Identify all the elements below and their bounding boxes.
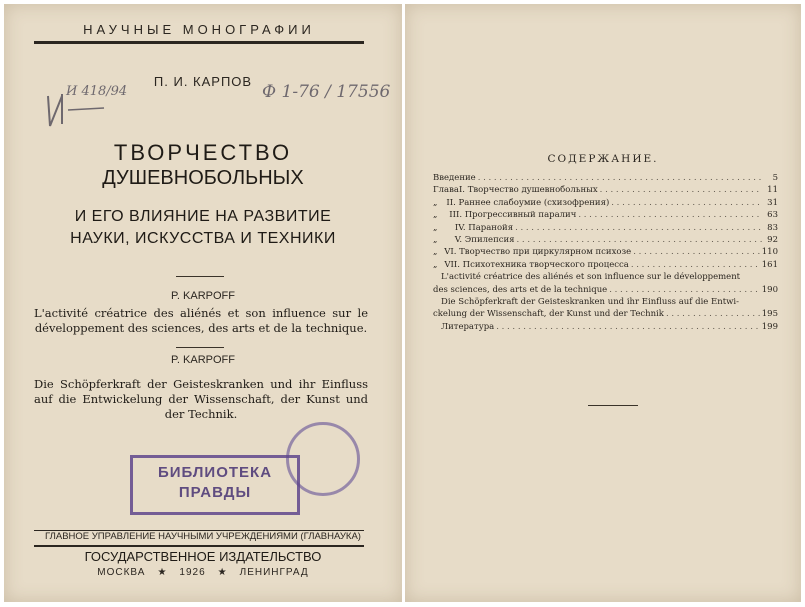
imprint (4, 567, 402, 578)
french-title: L'activité créatrice des aliénés et son influence sur le développement des sciences, des arts et de la technique. (34, 306, 368, 335)
leader-dots (517, 234, 762, 246)
book-subtitle-line2: НАУКИ, ИСКУССТВА И ТЕХНИКИ (70, 230, 336, 247)
toc-entry (433, 259, 778, 271)
german-author: P. KARPOFF (171, 354, 235, 366)
toc-entry-page: 31 (767, 197, 778, 208)
handwritten-inventory-number: Ф 1-76 / 17556 (262, 82, 391, 102)
toc-entry-prefix: „ (433, 247, 438, 258)
toc-literature: Литература . . . 199 (433, 321, 778, 333)
toc-entry (433, 209, 778, 221)
leader-dots (631, 259, 760, 271)
star-icon: ★ (217, 567, 228, 578)
imprint-city2: ЛЕНИНГРАД (239, 567, 309, 578)
library-stamp-line1: БИБЛИОТЕКА (157, 464, 273, 481)
series-rule (34, 41, 364, 44)
star-icon: ★ (157, 567, 168, 578)
leader-dots (578, 209, 762, 221)
toc-entry-page: 110 (761, 247, 778, 258)
handwritten-call-number-text: И 418/94 (66, 84, 128, 99)
toc-entry-prefix: „ (433, 210, 438, 221)
toc-entry-prefix: „ (433, 197, 438, 208)
toc-entry (433, 234, 778, 246)
toc-entry-page: 5 (772, 173, 778, 183)
toc-entry-label: V. Эпилепсия (454, 235, 515, 246)
toc-entry-page: 161 (761, 259, 778, 270)
toc-entry-page: 11 (767, 185, 778, 196)
toc-german-line1: Die Schöpferkraft der Geisteskranken und ihr Einfluss auf die Entwi- (441, 297, 739, 308)
toc-entry-label: IV. Паранойя (454, 222, 514, 233)
series-title: НАУЧНЫЕ МОНОГРАФИИ (83, 22, 315, 37)
toc-entry-page: 92 (767, 235, 778, 246)
title-page (4, 4, 402, 602)
toc-entry-label: II. Раннее слабоумие (схизофрения) (446, 197, 610, 208)
french-author: P. KARPOFF (171, 290, 235, 302)
book-title-line1: ТВОРЧЕСТВО (113, 140, 293, 165)
contents-list (433, 172, 778, 333)
toc-entry-prefix: „ (433, 222, 438, 233)
toc-entry (433, 172, 778, 184)
toc-entry-page: 83 (767, 222, 778, 233)
book-title-line2: ДУШЕВНОБОЛЬНЫХ (102, 167, 304, 189)
toc-entry-label: VII. Психотехника творческого процесса (444, 259, 629, 270)
organization: ГЛАВНОЕ УПРАВЛЕНИЕ НАУЧНЫМИ УЧРЕЖДЕНИЯМИ (ГЛАВНАУКА) (45, 531, 361, 542)
leader-dots (600, 184, 762, 196)
toc-german-line2: ckelung der Wissenschaft, der Kunst und der Technik . . . 195 (433, 308, 778, 320)
leader-dots (478, 172, 762, 184)
toc-entry-label: Введение (433, 173, 476, 183)
toc-entry-label: III. Прогрессивный паралич (449, 210, 577, 221)
imprint-city1: МОСКВА (97, 567, 146, 578)
leader-dots (611, 197, 762, 209)
toc-entry-label: VI. Творчество при циркулярном психозе (444, 247, 632, 258)
book-subtitle (4, 206, 402, 250)
contents-heading: СОДЕРЖАНИЕ. (547, 153, 659, 165)
toc-french-line2: des sciences, des arts et de la technique . . . 190 (433, 284, 778, 296)
toc-french-line1: L'activité créatrice des aliénés et son influence sur le développement (441, 272, 741, 283)
toc-entry-page: 63 (767, 210, 778, 221)
toc-entry-prefix: „ (433, 235, 438, 246)
toc-entry-prefix: Глава (433, 185, 459, 196)
toc-entry (433, 222, 778, 234)
book-subtitle-line1: И ЕГО ВЛИЯНИЕ НА РАЗВИТИЕ (74, 208, 332, 225)
leader-dots (633, 246, 760, 258)
publisher: ГОСУДАРСТВЕННОЕ ИЗДАТЕЛЬСТВО (84, 549, 322, 564)
organization-bottom-rule (34, 545, 364, 547)
divider (176, 276, 224, 277)
toc-entry (433, 197, 778, 209)
toc-entry-label: I. Творчество душевнобольных (458, 185, 598, 196)
imprint-year: 1926 (179, 567, 206, 578)
toc-entry (433, 184, 778, 196)
library-stamp-line2: ПРАВДЫ (178, 484, 252, 501)
author: П. И. КАРПОВ (153, 74, 253, 89)
german-title: Die Schöpferkraft der Geisteskranken und ihr Einfluss auf die Entwickelung der Wissenschaft, der Kunst und der Technik. (34, 377, 368, 421)
divider (176, 347, 224, 348)
toc-entry-prefix: „ (433, 259, 438, 270)
end-rule (588, 405, 638, 406)
leader-dots (515, 222, 762, 234)
toc-entry (433, 246, 778, 258)
contents-page (405, 4, 801, 602)
